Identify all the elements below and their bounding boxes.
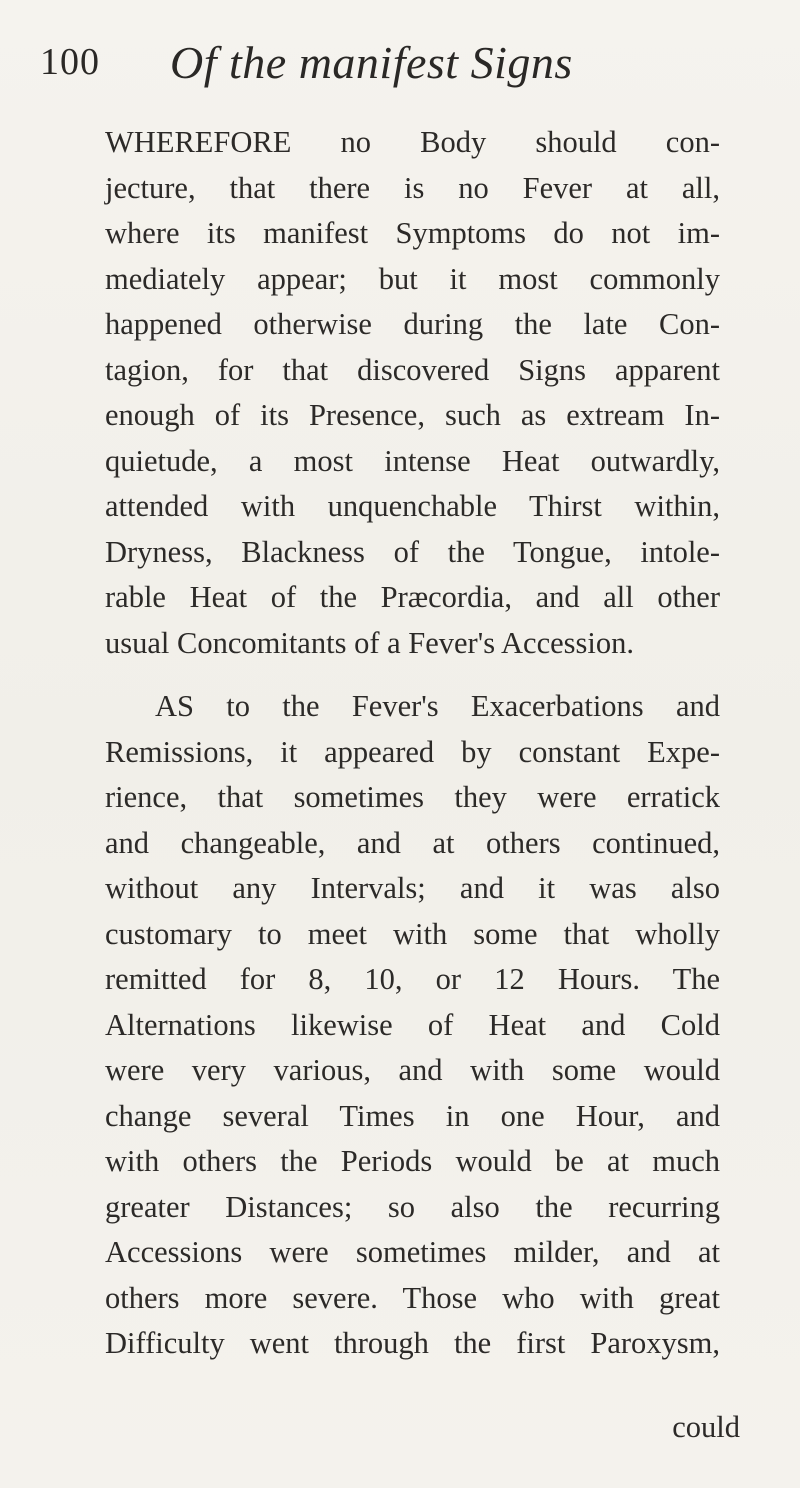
text-line: WHEREFORE no Body should con- <box>105 125 720 159</box>
text-line: usual Concomitants of a Fever's Accession. <box>105 625 634 660</box>
text-line: without any Intervals; and it was also <box>105 871 720 905</box>
page-number: 100 <box>40 41 100 83</box>
text-line: rable Heat of the Præcordia, and all other <box>105 580 720 614</box>
text-line: were very various, and with some would <box>105 1053 720 1087</box>
text-line: remitted for 8, 10, or 12 Hours. The <box>105 962 720 996</box>
text-line: AS to the Fever's Exacerbations and <box>155 689 720 723</box>
text-line: customary to meet with some that wholly <box>105 916 720 951</box>
text-line: and changeable, and at others continued, <box>105 825 720 860</box>
text-line: greater Distances; so also the recurring <box>105 1189 720 1224</box>
text-line: attended with unquenchable Thirst within, <box>105 489 720 523</box>
catchword: could <box>672 1410 740 1444</box>
text-line: quietude, a most intense Heat outwardly, <box>105 443 720 478</box>
text-line: where its manifest Symptoms do not im- <box>105 216 720 250</box>
paragraph-2 <box>105 684 720 1367</box>
text-line: mediately appear; but it most commonly <box>105 261 720 296</box>
body-text <box>105 120 720 1367</box>
running-head: Of the manifest Signs <box>170 37 573 88</box>
page-header <box>40 30 760 90</box>
text-line: others more severe. Those who with great <box>105 1280 720 1315</box>
text-line: happened otherwise during the late Con- <box>105 307 720 341</box>
text-line: rience, that sometimes they were erratick <box>105 780 720 814</box>
text-line: enough of its Presence, such as extream In- <box>105 398 720 432</box>
text-line: Dryness, Blackness of the Tongue, intole- <box>105 534 720 569</box>
text-line: jecture, that there is no Fever at all, <box>105 170 720 205</box>
text-line: Alternations likewise of Heat and Cold <box>105 1007 720 1042</box>
text-line: Accessions were sometimes milder, and at <box>105 1235 720 1269</box>
text-line: Difficulty went through the first Paroxysm, <box>105 1326 720 1360</box>
paragraph-1 <box>105 120 720 666</box>
text-line: with others the Periods would be at much <box>105 1144 720 1178</box>
text-line: change several Times in one Hour, and <box>105 1098 720 1133</box>
text-line: tagion, for that discovered Signs apparent <box>105 352 720 387</box>
text-line: Remissions, it appeared by constant Expe- <box>105 734 720 769</box>
